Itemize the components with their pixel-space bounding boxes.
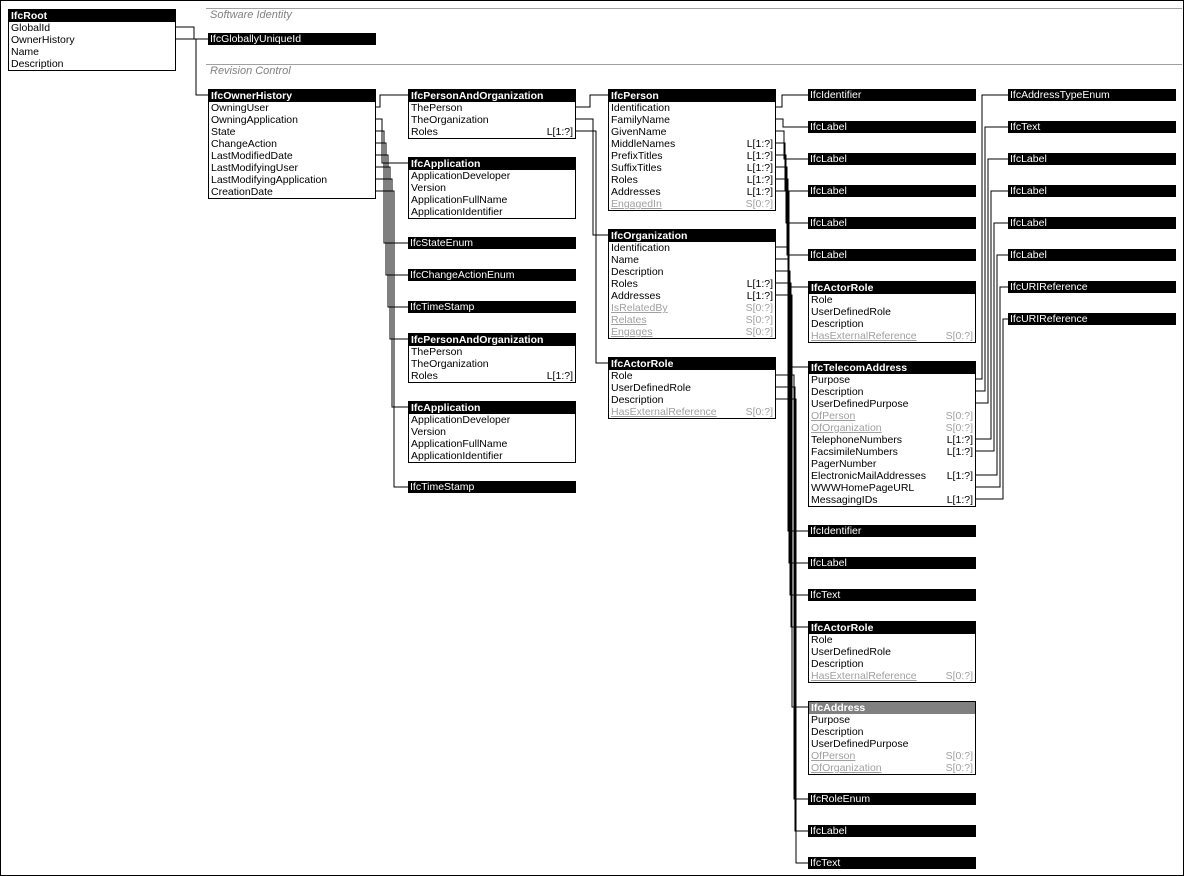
entity-name: IfcLabel: [1008, 185, 1176, 197]
attribute-row: [609, 382, 775, 394]
entity-name: IfcPersonAndOrganization: [409, 334, 575, 346]
attribute-name: Description: [811, 386, 864, 398]
attribute-row: [809, 726, 975, 738]
entity-name: IfcText: [808, 589, 976, 601]
attribute-row: [809, 670, 975, 682]
entity-name: IfcTimeStamp: [408, 301, 576, 313]
attribute-row: [409, 102, 575, 114]
attribute-row: [809, 482, 975, 494]
entity-name: IfcPerson: [609, 90, 775, 102]
attribute-name: Role: [811, 634, 833, 646]
attribute-name: Purpose: [811, 714, 851, 726]
attribute-name: OwnerHistory: [11, 34, 75, 46]
attribute-name: TelephoneNumbers: [811, 434, 903, 446]
attribute-cardinality: L[1:?]: [746, 150, 773, 162]
entity-name: IfcPersonAndOrganization: [409, 90, 575, 102]
attribute-name: Purpose: [811, 374, 851, 386]
entity-box-lb6[interactable]: [808, 557, 976, 569]
attribute-name: ThePerson: [411, 346, 463, 358]
attribute-name: UserDefinedRole: [611, 382, 691, 394]
attribute-cardinality: S[0:?]: [745, 406, 773, 418]
attribute-name: OfPerson: [811, 750, 856, 762]
entity-name: IfcLabel: [808, 825, 976, 837]
attribute-cardinality: L[1:?]: [546, 126, 573, 138]
attribute-name: LastModifyingUser: [211, 162, 298, 174]
attribute-row: [609, 314, 775, 326]
connector-line: [576, 119, 608, 235]
attribute-name: OfOrganization: [811, 422, 882, 434]
entity-box-app2[interactable]: [408, 401, 576, 463]
attribute-name: UserDefinedRole: [811, 646, 891, 658]
entity-box-oh[interactable]: [208, 89, 376, 199]
attribute-row: [409, 358, 575, 370]
attribute-name: MessagingIDs: [811, 494, 878, 506]
attribute-row: [809, 658, 975, 670]
connector-line: [776, 167, 808, 255]
attribute-row: [809, 318, 975, 330]
entity-name: IfcLabel: [808, 557, 976, 569]
attribute-name: HasExternalReference: [811, 670, 917, 682]
entity-box-roleenum[interactable]: [808, 793, 976, 805]
attribute-row: [809, 330, 975, 342]
entity-box-caenum[interactable]: [408, 269, 576, 281]
attribute-row: [609, 242, 775, 254]
attribute-cardinality: S[0:?]: [745, 198, 773, 210]
attribute-row: [809, 494, 975, 506]
connector-line: [176, 27, 208, 39]
attribute-row: [809, 646, 975, 658]
attribute-row: [809, 762, 975, 774]
attribute-name: State: [211, 126, 236, 138]
entity-name: IfcLabel: [808, 121, 976, 133]
connector-line: [776, 95, 808, 107]
attribute-row: [609, 406, 775, 418]
entity-name: IfcRoleEnum: [808, 793, 976, 805]
attribute-name: Roles: [611, 174, 638, 186]
attribute-name: CreationDate: [211, 186, 273, 198]
attribute-name: HasExternalReference: [811, 330, 917, 342]
attribute-row: [609, 162, 775, 174]
connector-line: [576, 131, 608, 363]
attribute-row: [209, 126, 375, 138]
entity-name: IfcURIReference: [1008, 313, 1176, 325]
attribute-row: [809, 374, 975, 386]
attribute-row: [609, 326, 775, 338]
attribute-row: [609, 394, 775, 406]
attribute-row: [209, 186, 375, 198]
attribute-row: [609, 150, 775, 162]
attribute-name: ApplicationDeveloper: [411, 414, 511, 426]
entity-box-root[interactable]: [8, 9, 176, 71]
attribute-cardinality: L[1:?]: [746, 138, 773, 150]
entity-box-app1[interactable]: [408, 157, 576, 219]
entity-box-lb11[interactable]: [1008, 249, 1176, 261]
attribute-name: FacsimileNumbers: [811, 446, 898, 458]
attribute-cardinality: L[1:?]: [946, 470, 973, 482]
attribute-name: Description: [811, 318, 864, 330]
attribute-name: PrefixTitles: [611, 150, 663, 162]
attribute-name: GlobalId: [11, 22, 51, 34]
entity-box-lb5[interactable]: [808, 249, 976, 261]
attribute-name: OwningApplication: [211, 114, 298, 126]
attribute-row: [9, 34, 175, 46]
entity-box-lb8[interactable]: [1008, 153, 1176, 165]
attribute-name: Role: [811, 294, 833, 306]
attribute-name: Description: [611, 266, 664, 278]
attribute-row: [9, 58, 175, 70]
attribute-name: LastModifiedDate: [211, 150, 293, 162]
connector-line: [776, 155, 808, 223]
attribute-row: [409, 370, 575, 382]
attribute-name: ApplicationFullName: [411, 194, 508, 206]
entity-name: IfcActorRole: [809, 282, 975, 294]
attribute-name: LastModifyingApplication: [211, 174, 328, 186]
attribute-cardinality: L[1:?]: [946, 494, 973, 506]
attribute-name: Description: [811, 658, 864, 670]
attribute-cardinality: S[0:?]: [945, 750, 973, 762]
connector-line: [776, 295, 808, 707]
entity-name: IfcActorRole: [609, 358, 775, 370]
entity-box-uri2[interactable]: [1008, 313, 1176, 325]
attribute-row: [809, 458, 975, 470]
entity-box-lb3[interactable]: [808, 185, 976, 197]
attribute-name: TheOrganization: [411, 358, 489, 370]
attribute-name: Version: [411, 182, 447, 194]
attribute-name: Description: [611, 394, 664, 406]
attribute-cardinality: S[0:?]: [945, 422, 973, 434]
entity-name: IfcLabel: [808, 217, 976, 229]
entity-box-tx3[interactable]: [1008, 121, 1176, 133]
attribute-row: [809, 446, 975, 458]
attribute-name: IsRelatedBy: [611, 302, 668, 314]
attribute-row: [409, 114, 575, 126]
attribute-row: [809, 398, 975, 410]
entity-box-ts1[interactable]: [408, 301, 576, 313]
attribute-row: [209, 138, 375, 150]
entity-box-stateenum[interactable]: [408, 237, 576, 249]
attribute-name: Name: [611, 254, 640, 266]
attribute-row: [409, 194, 575, 206]
attribute-row: [609, 278, 775, 290]
attribute-name: MiddleNames: [611, 138, 676, 150]
attribute-name: Addresses: [611, 290, 661, 302]
attribute-cardinality: L[1:?]: [546, 370, 573, 382]
attribute-name: Engages: [611, 326, 653, 338]
attribute-row: [409, 450, 575, 462]
connector-line: [376, 119, 408, 163]
attribute-row: [409, 170, 575, 182]
attribute-row: [409, 426, 575, 438]
attribute-row: [609, 102, 775, 114]
entity-name: IfcLabel: [808, 249, 976, 261]
attribute-row: [609, 114, 775, 126]
attribute-row: [609, 266, 775, 278]
attribute-name: ThePerson: [411, 102, 463, 114]
entity-name: IfcRoot: [9, 10, 175, 22]
attribute-row: [409, 182, 575, 194]
entity-box-tx1[interactable]: [808, 589, 976, 601]
entity-name: IfcOrganization: [609, 230, 775, 242]
entity-name: IfcTimeStamp: [408, 481, 576, 493]
entity-box-id2[interactable]: [808, 525, 976, 537]
entity-box-ar2[interactable]: [808, 281, 976, 343]
attribute-row: [209, 102, 375, 114]
connector-line: [176, 39, 208, 95]
attribute-row: [409, 346, 575, 358]
attribute-cardinality: L[1:?]: [746, 174, 773, 186]
attribute-row: [609, 290, 775, 302]
attribute-name: UserDefinedRole: [811, 306, 891, 318]
connector-line: [976, 319, 1008, 499]
attribute-row: [409, 414, 575, 426]
attribute-name: Roles: [611, 278, 638, 290]
attribute-row: [609, 198, 775, 210]
attribute-name: OfPerson: [811, 410, 856, 422]
entity-name: IfcApplication: [409, 158, 575, 170]
attribute-name: Description: [11, 58, 64, 70]
attribute-row: [209, 174, 375, 186]
attribute-row: [409, 126, 575, 138]
entity-box-lb1[interactable]: [808, 121, 976, 133]
attribute-name: Roles: [411, 370, 438, 382]
attribute-name: Identification: [611, 242, 670, 254]
attribute-row: [9, 46, 175, 58]
entity-box-lb4[interactable]: [808, 217, 976, 229]
entity-name: IfcLabel: [808, 153, 976, 165]
attribute-name: ApplicationIdentifier: [411, 450, 503, 462]
attribute-row: [609, 138, 775, 150]
entity-box-tx2[interactable]: [808, 857, 976, 869]
attribute-name: Role: [611, 370, 633, 382]
entity-box-org[interactable]: [608, 229, 776, 339]
attribute-row: [809, 634, 975, 646]
attribute-row: [809, 422, 975, 434]
entity-box-lb9[interactable]: [1008, 185, 1176, 197]
attribute-row: [409, 438, 575, 450]
attribute-cardinality: L[1:?]: [746, 162, 773, 174]
attribute-row: [809, 750, 975, 762]
attribute-name: ChangeAction: [211, 138, 277, 150]
entity-box-lb7[interactable]: [808, 825, 976, 837]
attribute-name: SuffixTitles: [611, 162, 662, 174]
entity-box-addr[interactable]: [808, 701, 976, 775]
attribute-row: [609, 302, 775, 314]
entity-box-uri1[interactable]: [1008, 281, 1176, 293]
attribute-row: [209, 150, 375, 162]
connector-line: [576, 95, 608, 107]
entity-name: IfcIdentifier: [808, 89, 976, 101]
attribute-name: Identification: [611, 102, 670, 114]
attribute-cardinality: S[0:?]: [945, 410, 973, 422]
attribute-name: ElectronicMailAddresses: [811, 470, 926, 482]
entity-box-lb2[interactable]: [808, 153, 976, 165]
attribute-name: UserDefinedPurpose: [811, 398, 909, 410]
attribute-row: [809, 470, 975, 482]
attribute-row: [809, 294, 975, 306]
entity-box-ts2[interactable]: [408, 481, 576, 493]
entity-box-lb10[interactable]: [1008, 217, 1176, 229]
attribute-name: ApplicationDeveloper: [411, 170, 511, 182]
entity-box-ar3[interactable]: [808, 621, 976, 683]
attribute-name: ApplicationIdentifier: [411, 206, 503, 218]
attribute-cardinality: L[1:?]: [746, 186, 773, 198]
entity-name: IfcChangeActionEnum: [408, 269, 576, 281]
section-label-software-identity: Software Identity: [210, 9, 292, 21]
attribute-row: [809, 306, 975, 318]
entity-name: IfcURIReference: [1008, 281, 1176, 293]
attribute-name: Name: [11, 46, 40, 58]
entity-box-pao2[interactable]: [408, 333, 576, 383]
attribute-row: [809, 386, 975, 398]
attribute-row: [609, 174, 775, 186]
attribute-name: WWWHomePageURL: [811, 482, 915, 494]
attribute-name: PagerNumber: [811, 458, 877, 470]
attribute-name: UserDefinedPurpose: [811, 738, 909, 750]
attribute-row: [609, 186, 775, 198]
attribute-row: [809, 434, 975, 446]
attribute-cardinality: S[0:?]: [945, 670, 973, 682]
attribute-cardinality: L[1:?]: [946, 446, 973, 458]
entity-name: IfcOwnerHistory: [209, 90, 375, 102]
entity-name: IfcLabel: [1008, 217, 1176, 229]
attribute-name: Description: [811, 726, 864, 738]
attribute-cardinality: L[1:?]: [746, 278, 773, 290]
entity-name: IfcText: [1008, 121, 1176, 133]
attribute-cardinality: L[1:?]: [746, 290, 773, 302]
attribute-cardinality: S[0:?]: [745, 314, 773, 326]
attribute-name: OfOrganization: [811, 762, 882, 774]
entity-name: IfcGloballyUniqueId: [208, 33, 376, 45]
attribute-row: [809, 714, 975, 726]
attribute-name: OwningUser: [211, 102, 269, 114]
attribute-row: [209, 114, 375, 126]
attribute-name: Addresses: [611, 186, 661, 198]
attribute-cardinality: S[0:?]: [745, 302, 773, 314]
attribute-row: [609, 126, 775, 138]
attribute-cardinality: L[1:?]: [946, 434, 973, 446]
entity-box-tel[interactable]: [808, 361, 976, 507]
attribute-name: TheOrganization: [411, 114, 489, 126]
entity-name: IfcAddressTypeEnum: [1008, 89, 1176, 101]
entity-name: IfcStateEnum: [408, 237, 576, 249]
entity-box-person[interactable]: [608, 89, 776, 211]
entity-name: IfcAddress: [809, 702, 975, 714]
attribute-name: Relates: [611, 314, 647, 326]
entity-box-ar1[interactable]: [608, 357, 776, 419]
connector-line: [776, 119, 808, 127]
connector-line: [376, 179, 408, 407]
attribute-name: GivenName: [611, 126, 667, 138]
entity-box-guid[interactable]: [208, 33, 376, 45]
attribute-row: [209, 162, 375, 174]
attribute-name: HasExternalReference: [611, 406, 717, 418]
entity-name: IfcApplication: [409, 402, 575, 414]
attribute-cardinality: S[0:?]: [945, 762, 973, 774]
attribute-name: Roles: [411, 126, 438, 138]
attribute-name: EngagedIn: [611, 198, 662, 210]
entity-name: IfcTelecomAddress: [809, 362, 975, 374]
entity-box-id1[interactable]: [808, 89, 976, 101]
attribute-name: ApplicationFullName: [411, 438, 508, 450]
section-label-revision-control: Revision Control: [210, 65, 291, 77]
attribute-row: [609, 370, 775, 382]
attribute-cardinality: S[0:?]: [945, 330, 973, 342]
section-divider: [206, 64, 1182, 65]
entity-name: IfcLabel: [1008, 153, 1176, 165]
attribute-row: [809, 410, 975, 422]
entity-name: IfcLabel: [1008, 249, 1176, 261]
entity-name: IfcActorRole: [809, 622, 975, 634]
attribute-cardinality: S[0:?]: [745, 326, 773, 338]
entity-name: IfcIdentifier: [808, 525, 976, 537]
entity-name: IfcLabel: [808, 185, 976, 197]
attribute-row: [9, 22, 175, 34]
entity-box-ate[interactable]: [1008, 89, 1176, 101]
attribute-row: [409, 206, 575, 218]
entity-name: IfcText: [808, 857, 976, 869]
attribute-row: [609, 254, 775, 266]
section-divider: [206, 8, 1182, 9]
entity-box-pao1[interactable]: [408, 89, 576, 139]
attribute-row: [809, 738, 975, 750]
connector-line: [376, 95, 408, 107]
attribute-name: FamilyName: [611, 114, 670, 126]
attribute-name: Version: [411, 426, 447, 438]
